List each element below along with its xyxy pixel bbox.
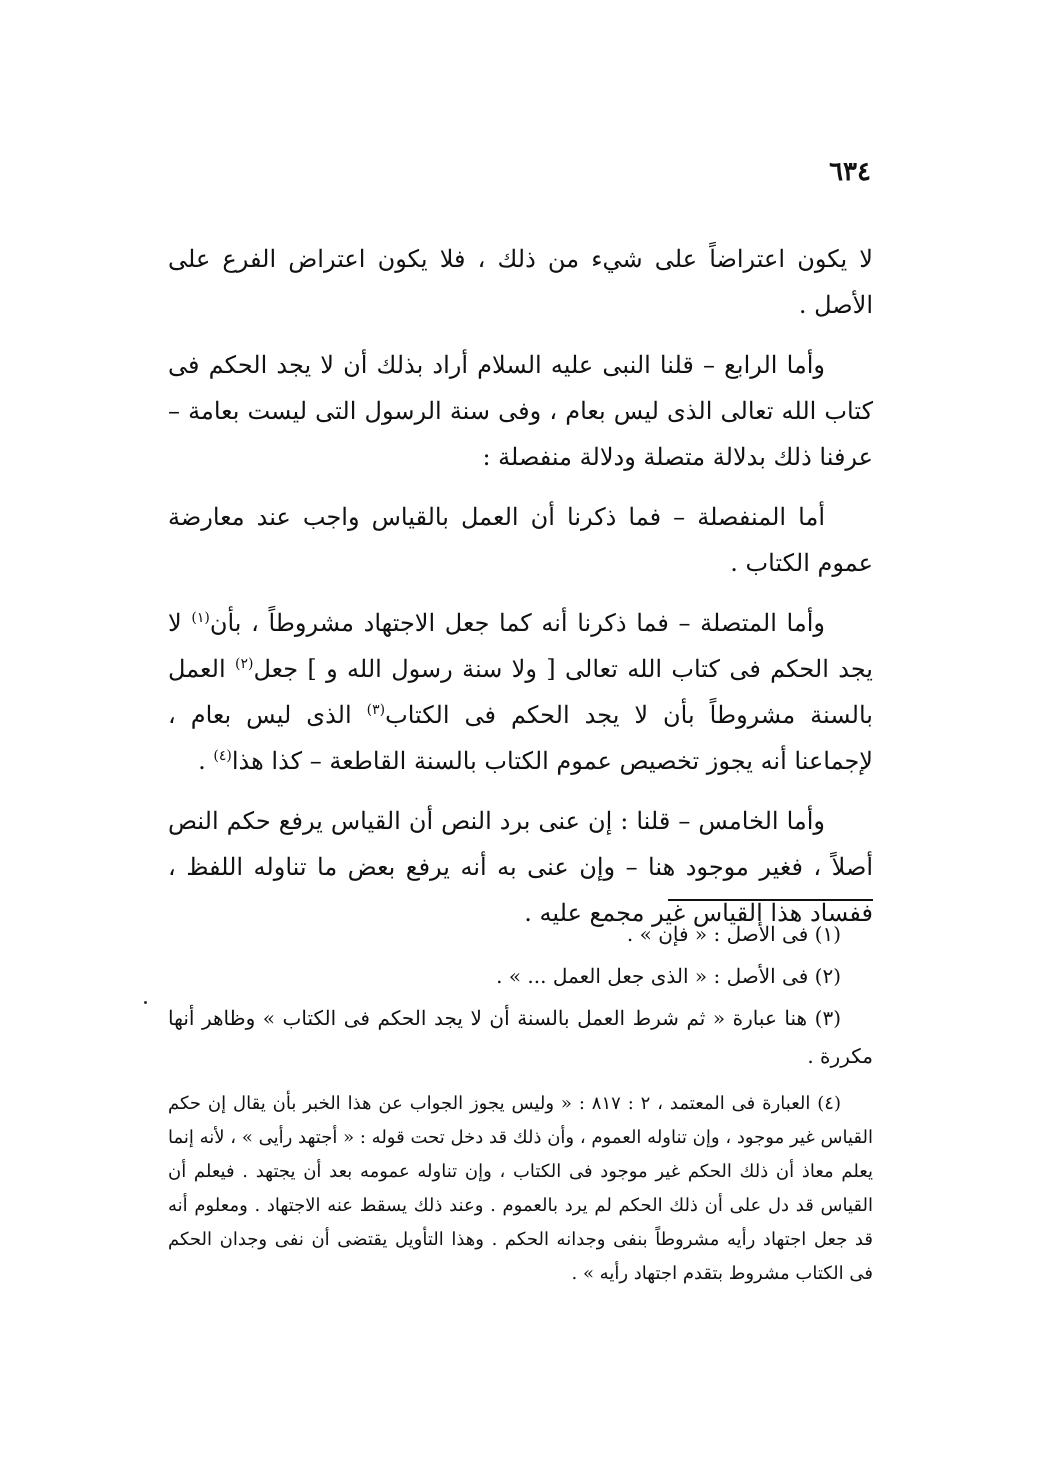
footnote-separator — [668, 899, 873, 901]
paragraph-4-part-1: وأما المتصلة – فما ذكرنا أنه كما جعل الاجتهاد مشروطاً ، بأن — [209, 609, 825, 637]
paragraph-1: لا يكون اعتراضاً على شيء من ذلك ، فلا يكون اعتراض الفرع على الأصل . — [168, 245, 873, 319]
paragraph-4-part-3: العمل بالسنة مشروطاً بأن لا يجد الحكم فى الكتاب — [168, 655, 873, 729]
paragraph-3: أما المنفصلة – فما ذكرنا أن العمل بالقياس واجب عند معارضة عموم الكتاب . — [168, 503, 873, 577]
footnote-ref-2: (٢) — [234, 656, 254, 672]
footnote-ref-1: (١) — [191, 610, 210, 626]
paragraph-4 — [168, 600, 873, 784]
footnote-4: (٤) العبارة فى المعتمد ، ٢ : ٨١٧ : « وليس يجوز الجواب عن هذا الخبر بأن يقال إن حكم القياس غير موجود ، وإن تناوله العموم ، وأن ذلك قد دخل تحت قوله : « أجتهد رأيى » ، لأنه إنما يعلم معاذ أن ذلك الحكم غير موجود فى الكتاب ، وإن تناوله عمومه بعد أن يجتهد . فيعلم أن القياس قد دل على أن ذلك الحكم لم يرد بالعموم . وعند ذلك يسقط عنه الاجتهاد . ومعلوم أنه قد جعل اجتهاد رأيه مشروطاً بنفى وجدانه الحكم . وهذا التأويل يقتضى أن نفى وجدان الحكم فى الكتاب مشروط بتقدم اجتهاد رأيه » . — [168, 1093, 873, 1284]
footnote-2: (٢) فى الأصل : « الذى جعل العمل ... » . — [496, 964, 841, 988]
footnote-ref-4: (٤) — [213, 748, 232, 764]
footnote-ref-3: (٣) — [366, 702, 386, 718]
paragraph-2: وأما الرابع – قلنا النبى عليه السلام أراد بذلك أن لا يجد الحكم فى كتاب الله تعالى الذى ليس بعام ، وفى سنة الرسول التى ليست بعامة – عرفنا ذلك بدلالة متصلة ودلالة منفصلة : — [168, 351, 873, 471]
paragraph-4-part-2: لا يجد الحكم فى كتاب الله تعالى [ ولا سنة رسول الله و ] جعل — [168, 609, 873, 683]
main-text — [168, 236, 873, 950]
footnotes — [168, 915, 873, 1295]
footnote-1: (١) فى الأصل : « فإن » . — [626, 922, 841, 946]
page-number: ٦٣٤ — [829, 157, 871, 187]
scan-speck — [144, 1001, 147, 1004]
footnote-3: (٣) هنا عبارة « ثم شرط العمل بالسنة أن لا يجد الحكم فى الكتاب » وظاهر أنها مكررة . — [168, 1006, 873, 1068]
paragraph-4-part-5: . — [198, 747, 214, 775]
paragraph-4-part-4: الذى ليس بعام ، لإجماعنا أنه يجوز تخصيص عموم الكتاب بالسنة القاطعة – كذا هذا — [168, 701, 873, 775]
paragraph-5: وأما الخامس – قلنا : إن عنى برد النص أن القياس يرفع حكم النص أصلاً ، فغير موجود هنا – وإن عنى به أنه يرفع بعض ما تناوله اللفظ ، ففساد هذا القياس غير مجمع عليه . — [168, 807, 873, 927]
